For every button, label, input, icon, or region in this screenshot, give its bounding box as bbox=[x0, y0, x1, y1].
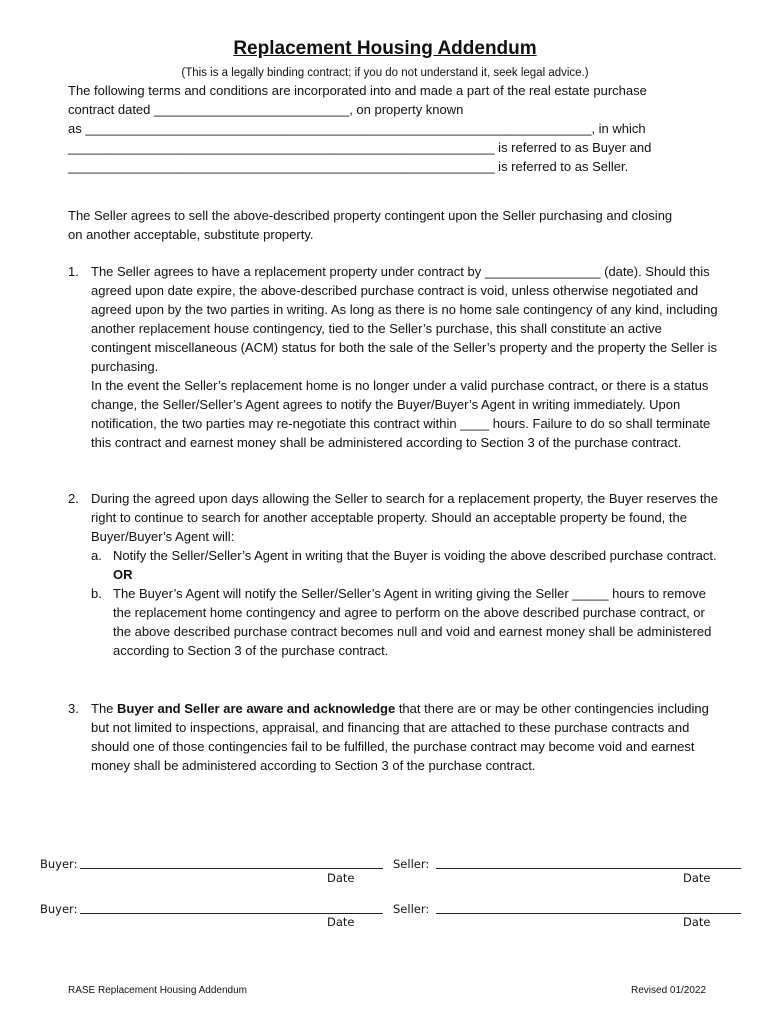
seller-signature-line-1[interactable] bbox=[436, 868, 741, 869]
footer-right: Revised 01/2022 bbox=[631, 985, 707, 996]
document-title: Replacement Housing Addendum bbox=[233, 38, 537, 59]
seller-date-label-2: Date bbox=[683, 915, 711, 929]
seller-date-label-1: Date bbox=[683, 871, 711, 885]
agreement-paragraph: The Seller agrees to sell the above-described property contingent upon the Seller purchasing and closing on another acceptable, substitute property. bbox=[68, 208, 673, 242]
clause-1-text-b: In the event the Seller’s replacement home is no longer under a valid purchase contract, or there is a status change, the Seller/Seller’s Agent agrees to notify the Buyer/Buyer’s Agent in writing immediately. Upon notification, the two parties may re-negotiate this contract within ____ hours. Failure to do so shall terminate this contract and earnest money shall be administered according to Section 3 of the purchase contract. bbox=[91, 378, 711, 450]
buyer-signature-line-2[interactable] bbox=[80, 913, 383, 914]
buyer-signature-line-1[interactable] bbox=[80, 868, 383, 869]
clause-3-text-pre: The bbox=[91, 701, 118, 716]
seller-label-2: Seller: bbox=[393, 902, 430, 916]
intro-line-1: The following terms and conditions are incorporated into and made a part of the real estate purchase bbox=[68, 83, 647, 98]
buyer-date-label-1: Date bbox=[327, 871, 355, 885]
clause-2-item-a bbox=[91, 546, 718, 565]
intro-line-2: contract dated ___________________________, on property known bbox=[68, 102, 464, 117]
document-subtitle: (This is a legally binding contract; if you do not understand it, seek legal advice.) bbox=[181, 67, 589, 79]
buyer-label-2: Buyer: bbox=[40, 902, 78, 916]
buyer-date-label-2: Date bbox=[327, 915, 355, 929]
clause-2-text: During the agreed upon days allowing the Seller to search for a replacement property, the Buyer reserves the right to continue to search for another acceptable property. Should an acceptable property be found, the Buyer/Buyer’s Agent will: bbox=[91, 491, 718, 544]
clause-number: 2. bbox=[68, 491, 79, 506]
intro-line-5: ___________________________________________________________ is referred to as Seller. bbox=[68, 159, 629, 174]
clause-list-3 bbox=[68, 699, 718, 775]
clause-1 bbox=[68, 262, 718, 452]
clause-2-item-b bbox=[91, 584, 718, 660]
intro-line-3: as ______________________________________________________________________, in which bbox=[68, 121, 646, 136]
clause-number: 3. bbox=[68, 701, 79, 716]
item-letter: b. bbox=[91, 586, 102, 601]
buyer-label-1: Buyer: bbox=[40, 857, 78, 871]
item-letter: a. bbox=[91, 548, 102, 563]
clause-3-text-post: that there are or may be other contingencies including but not limited to inspections, appraisal, and financing that are attached to these purchase contracts and should one of those contingencies fail to be fulfilled, the purchase contract may become void and earnest money shall be administered according to Section 3 of the purchase contract. bbox=[91, 701, 709, 773]
clause-number: 1. bbox=[68, 264, 79, 279]
seller-label-1: Seller: bbox=[393, 857, 430, 871]
clause-list bbox=[68, 262, 718, 452]
clause-1-text-a: The Seller agrees to have a replacement property under contract by ________________ (date). Should this agreed upon date expire, the above-described purchase contract is void, unless otherwise negotiated and agreed upon by the two parties in writing. As long as there is no home sale contingency of any kind, including another replacement house contingency, tied to the Seller’s purchase, this shall constitute an active contingent miscellaneous (ACM) status for both the sale of the Seller’s property and the property the Seller is purchasing. bbox=[91, 264, 718, 374]
clause-2-b-text: The Buyer’s Agent will notify the Seller/Seller’s Agent in writing giving the Seller _____ hours to remove the replacement home contingency and agree to perform on the above described purchase contract, or the above described purchase contract becomes null and void and earnest money shall be administered according to Section 3 of the purchase contract. bbox=[113, 586, 712, 658]
intro-line-4: ___________________________________________________________ is referred to as Buyer and bbox=[68, 140, 652, 155]
clause-3 bbox=[68, 699, 718, 775]
seller-signature-line-2[interactable] bbox=[436, 913, 741, 914]
footer-left: RASE Replacement Housing Addendum bbox=[68, 985, 247, 996]
clause-3-text-bold: Buyer and Seller are aware and acknowledge bbox=[117, 701, 396, 716]
clause-list-2 bbox=[68, 489, 718, 660]
or-separator: OR bbox=[113, 567, 133, 582]
clause-2 bbox=[68, 489, 718, 660]
clause-2-a-text: Notify the Seller/Seller’s Agent in writing that the Buyer is voiding the above described purchase contract. bbox=[113, 548, 717, 563]
clause-3-text bbox=[91, 699, 718, 775]
